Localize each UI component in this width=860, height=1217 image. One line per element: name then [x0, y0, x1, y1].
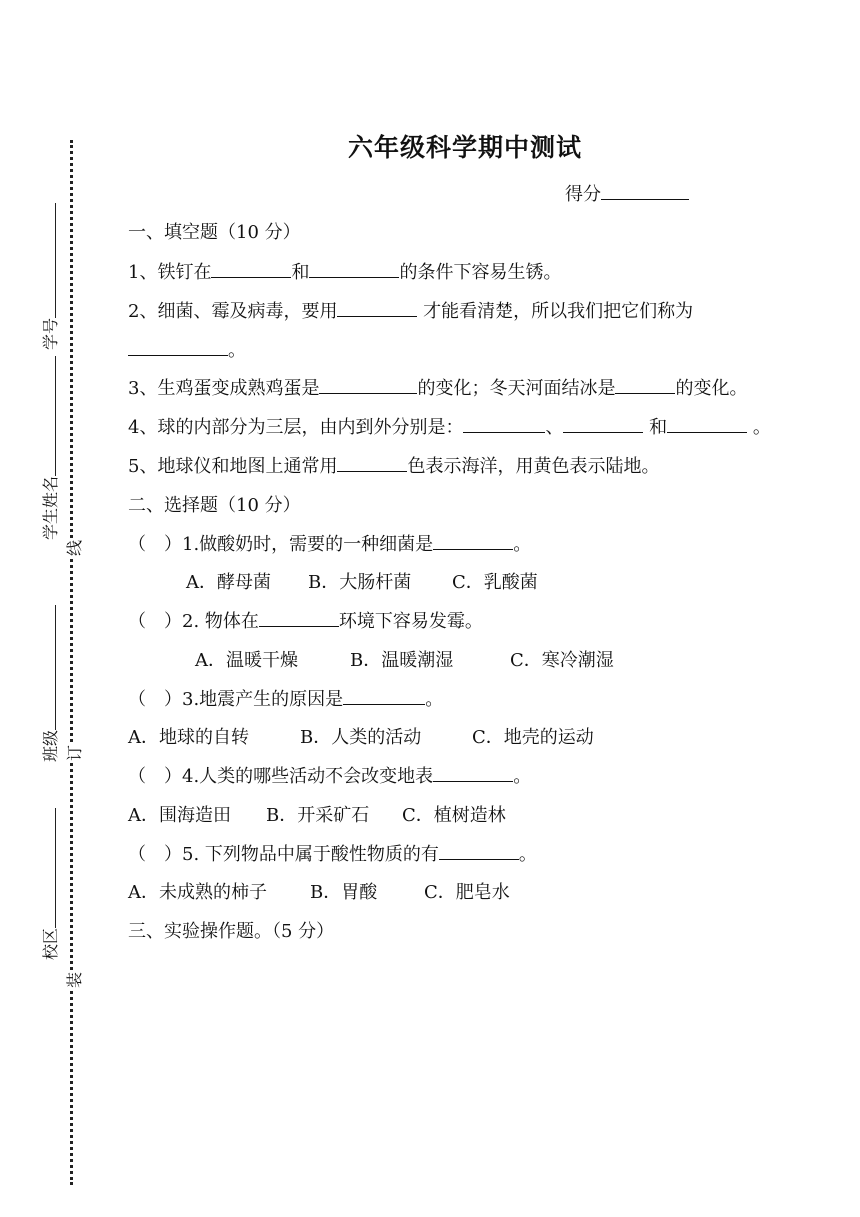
choice-question-2	[128, 607, 483, 633]
q4-text-d: 。	[747, 417, 771, 438]
student-id-blank	[55, 203, 56, 318]
section3-heading: 三、实验操作题。（5 分）	[128, 921, 335, 942]
section2-heading: 二、选择题（10 分）	[128, 495, 301, 516]
q5-blank-1	[337, 453, 407, 472]
choice-question-5	[128, 840, 537, 866]
q4-blank-1	[463, 414, 545, 433]
q4-blank-3	[667, 414, 747, 433]
cq1-text: （ ）1.做酸奶时，需要的一种细菌是	[128, 534, 434, 555]
q4-text-a: 4、球的内部分为三层，由内到外分别是：	[128, 417, 464, 438]
binding-dotted-line	[70, 140, 73, 1185]
fill-question-2-cont	[128, 336, 246, 362]
student-id-field	[38, 203, 61, 350]
campus-blank	[55, 808, 56, 928]
q3-blank-1	[319, 375, 417, 394]
q5-text-b: 色表示海洋，用黄色表示陆地。	[407, 456, 660, 477]
cq2-blank	[259, 608, 339, 627]
page-title: 六年级科学期中测试	[347, 133, 582, 162]
cq3-option-b: B．人类的活动	[300, 727, 422, 748]
cq3-option-c: C．地壳的运动	[472, 727, 594, 748]
q1-text-c: 的条件下容易生锈。	[399, 262, 562, 283]
cut-mark-order: 订	[62, 743, 85, 763]
q4-blank-2	[563, 414, 643, 433]
cq5-option-b: B．胃酸	[310, 882, 378, 903]
q3-text-c: 的变化。	[675, 378, 748, 399]
cq5-option-a: A．未成熟的柿子	[128, 882, 267, 903]
cq3-blank	[343, 686, 425, 705]
choice-question-1	[128, 530, 531, 556]
q1-text-a: 1、铁钉在	[128, 262, 212, 283]
student-name-blank	[55, 356, 56, 476]
cq5-text: （ ）5. 下列物品中属于酸性物质的有	[128, 844, 439, 865]
cq3-text: （ ）3.地震产生的原因是	[128, 689, 344, 710]
cq1-option-c: C．乳酸菌	[452, 572, 538, 593]
q3-text-a: 3、生鸡蛋变成熟鸡蛋是	[128, 378, 320, 399]
class-field	[38, 605, 61, 762]
cq5-blank	[439, 841, 519, 860]
cq1-option-a: A．酵母菌	[186, 572, 271, 593]
q2-text-a: 2、细菌、霉及病毒，要用	[128, 301, 338, 322]
score-field	[565, 180, 689, 206]
q2-text-b: 才能看清楚，所以我们把它们称为	[417, 301, 694, 322]
choice-question-4	[128, 762, 531, 788]
cq2-end: 环境下容易发霉。	[338, 611, 483, 632]
cq2-option-c: C．寒冷潮湿	[510, 650, 614, 671]
cut-mark-line: 线	[62, 538, 85, 558]
q2-blank-2	[128, 337, 228, 356]
q1-text-b: 和	[291, 262, 310, 283]
q4-text-c: 和	[643, 417, 668, 438]
campus-label: 校区	[41, 927, 60, 960]
fill-question-4	[128, 413, 771, 439]
cq1-end: 。	[513, 534, 532, 555]
q3-text-b: 的变化；冬天河面结冰是	[417, 378, 616, 399]
class-label: 班级	[41, 729, 60, 762]
q4-text-b: 、	[545, 417, 564, 438]
cq4-option-b: B．开采矿石	[266, 805, 370, 826]
fill-question-2	[128, 297, 693, 323]
fill-question-5	[128, 452, 659, 478]
cq4-blank	[433, 763, 513, 782]
choice-question-3	[128, 685, 443, 711]
cq4-option-c: C．植树造林	[402, 805, 506, 826]
q3-blank-2	[615, 375, 675, 394]
cq5-end: 。	[518, 844, 537, 865]
student-name-label: 学生姓名	[41, 475, 60, 540]
fill-question-3	[128, 374, 747, 400]
cq5-option-c: C．肥皂水	[424, 882, 510, 903]
cq3-end: 。	[425, 689, 444, 710]
q1-blank-2	[309, 259, 399, 278]
cq1-blank	[433, 531, 513, 550]
q1-blank-1	[211, 259, 291, 278]
cq3-option-a: A．地球的自转	[128, 727, 249, 748]
cq2-text: （ ）2. 物体在	[128, 611, 259, 632]
section1-heading: 一、填空题（10 分）	[128, 222, 301, 243]
cq1-option-b: B．大肠杆菌	[308, 572, 412, 593]
student-id-label: 学号	[41, 317, 60, 350]
score-label: 得分	[565, 184, 601, 205]
q2-text-c: 。	[228, 340, 246, 361]
score-blank	[601, 181, 689, 200]
cut-mark-bind: 装	[62, 970, 85, 990]
cq4-option-a: A．围海造田	[128, 805, 231, 826]
cq2-option-b: B．温暖潮湿	[350, 650, 454, 671]
student-name-field	[38, 356, 61, 540]
cq4-text: （ ）4.人类的哪些活动不会改变地表	[128, 766, 434, 787]
cq2-option-a: A．温暖干燥	[195, 650, 298, 671]
campus-field	[38, 808, 61, 960]
q2-blank-1	[337, 298, 417, 317]
q5-text-a: 5、地球仪和地图上通常用	[128, 456, 338, 477]
class-blank	[55, 605, 56, 730]
cq4-end: 。	[513, 766, 532, 787]
fill-question-1	[128, 258, 561, 284]
